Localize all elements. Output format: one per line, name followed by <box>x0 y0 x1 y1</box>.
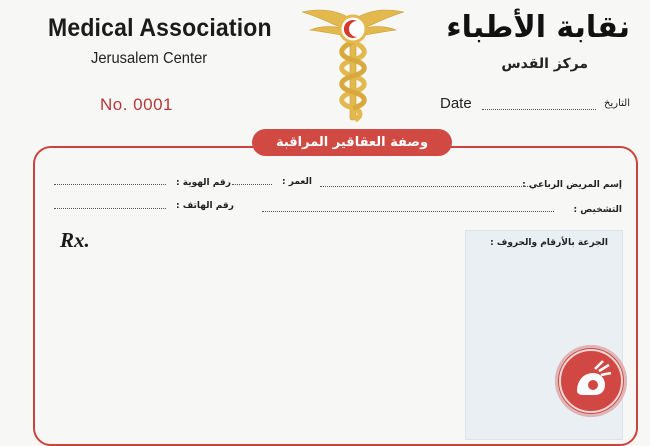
news-agency-logo-icon <box>555 345 627 417</box>
id-number-field[interactable] <box>54 184 166 185</box>
dose-label: الجرعة بالأرقام والحروف : <box>490 238 608 248</box>
patient-name-label: إسم المريض الرباعي : <box>522 180 622 190</box>
center-name-en: Jerusalem Center <box>91 50 208 67</box>
phone-field[interactable] <box>54 208 166 209</box>
patient-name-field[interactable] <box>320 186 530 187</box>
rx-label: Rx. <box>60 228 90 252</box>
date-label-ar: التاريخ <box>604 98 630 109</box>
id-number-label: رقم الهوية : <box>176 178 231 188</box>
caduceus-crescent-icon <box>298 2 408 124</box>
age-label: العمر : <box>282 177 312 187</box>
prescription-title-banner: وصفة العقاقير المراقبة <box>252 129 452 156</box>
center-name-ar: مركز القدس <box>501 56 588 72</box>
diagnosis-field[interactable] <box>262 211 554 212</box>
date-field[interactable] <box>482 109 596 110</box>
serial-number: No. 0001 <box>100 95 173 114</box>
association-name-ar: نقابة الأطباء <box>446 10 630 45</box>
association-name-en: Medical Association <box>48 14 272 42</box>
date-label: Date <box>440 95 472 112</box>
phone-label: رقم الهاتف : <box>176 201 234 211</box>
age-field[interactable] <box>232 184 272 185</box>
diagnosis-label: التشخيص : <box>573 205 622 215</box>
